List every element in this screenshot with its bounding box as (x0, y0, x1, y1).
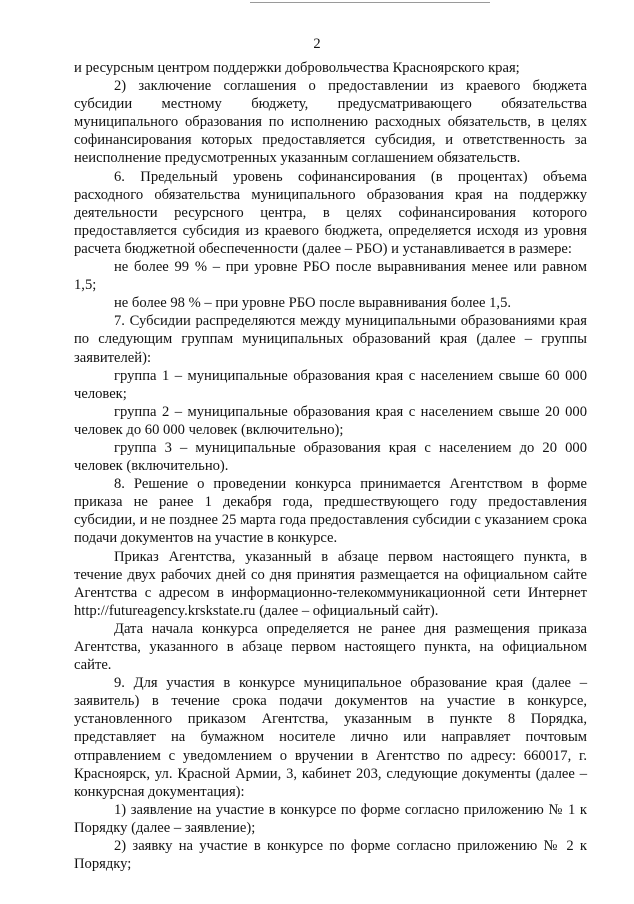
paragraph: 2) заключение соглашения о предоставлении из краевого бюджета субсидии местному бюджету, предусматривающего обязательства муниципального образования по исполнению расходных обязательств, в целях софинансирования которых предоставляется субсидия, и ответственность за неисполнение предусмотренных указанным соглашением обязательств. (74, 78, 587, 167)
top-rule (250, 2, 490, 3)
paragraph: Дата начала конкурса определяется не ранее дня размещения приказа Агентства, указанного в абзаце первом настоящего пункта, на официальном сайте. (74, 620, 587, 674)
paragraph: 2) заявку на участие в конкурсе по форме согласно приложению № 2 к Порядку; (74, 838, 587, 873)
paragraph: не более 98 % – при уровне РБО после выравнивания более 1,5. (114, 295, 512, 312)
document-body (74, 59, 587, 873)
paragraph: группа 3 – муниципальные образования края с населением до 20 000 человек (включительно). (74, 439, 587, 475)
paragraph: и ресурсным центром поддержки добровольчества Красноярского края; (74, 60, 520, 76)
page-number: 2 (313, 36, 321, 52)
paragraph: не более 99 % – при уровне РБО после выравнивания менее или равном 1,5; (74, 259, 587, 294)
paragraph: группа 2 – муниципальные образования края с населением свыше 20 000 человек до 60 000 человек (включительно); (74, 403, 587, 438)
paragraph: 7. Субсидии распределяются между муниципальными образованиями края по следующим группам муниципальных образований края (далее – группы заявителей): (74, 313, 587, 366)
paragraph: 6. Предельный уровень софинансирования (в процентах) объема расходного обязательства муниципального образования края на поддержку деятельности ресурсного центра, в целях софинансирования которого предоставляется субсидия из краевого бюджета, определяется исходя из уровня расчета бюджетной обеспеченности (далее – РБО) и устанавливается в размере: (74, 168, 587, 257)
paragraph: группа 1 – муниципальные образования края с населением свыше 60 000 человек; (74, 367, 587, 402)
paragraph: 1) заявление на участие в конкурсе по форме согласно приложению № 1 к Порядку (далее – заявление); (74, 801, 587, 836)
paragraph: 9. Для участия в конкурсе муниципальное образование края (далее – заявитель) в течение срока подачи документов на участие в конкурсе, установленного приказом Агентства, указанным в пункте 8 Порядка, представляет на бумажном носителе лично или направляет почтовым отправлением с уведомлением о вручении в Агентство по адресу: 660017, г. Красноярск, ул. Красной Армии, 3, кабинет 203, следующие документы (далее – конкурсная документация): (74, 675, 587, 800)
paragraph: 8. Решение о проведении конкурса принимается Агентством в форме приказа не ранее 1 декабря года, предшествующего году предоставления субсидии, и не позднее 25 марта года предоставления субсидии с указанием срока подачи документов на участие в конкурсе. (74, 476, 587, 547)
paragraph: Приказ Агентства, указанный в абзаце первом настоящего пункта, в течение двух рабочих дней со дня принятия размещается на официальном сайте Агентства с адресом в информационно-телекоммуникационной сети Интернет http://futureagency.krskstate.ru (далее – официальный сайт). (74, 548, 587, 619)
